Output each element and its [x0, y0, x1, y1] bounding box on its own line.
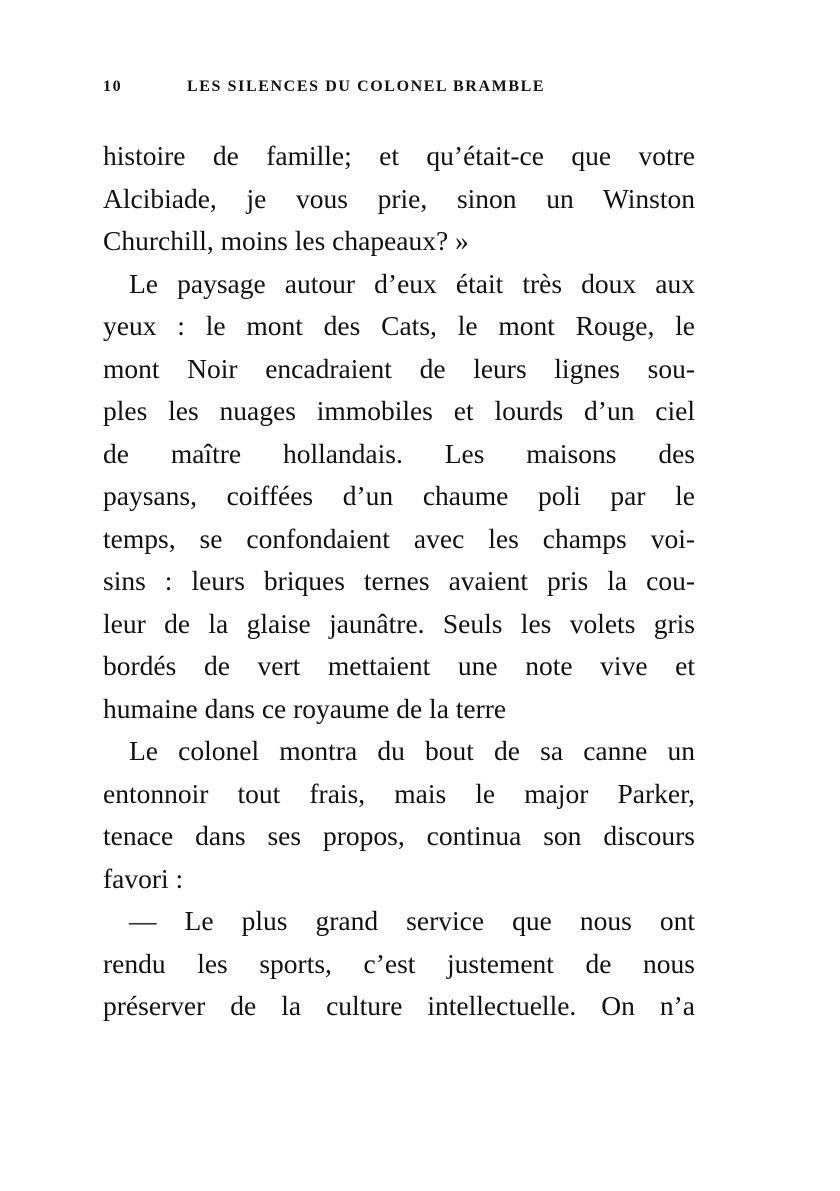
- body-text: [103, 135, 695, 1028]
- text-line: de maître hollandais. Les maisons des: [103, 437, 695, 469]
- text-line: temps, se confondaient avec les champs voi-: [103, 522, 695, 554]
- text-line: ples les nuages immobiles et lourds d’un ciel: [103, 395, 695, 426]
- text-line: rendu les sports, c’est justement de nous: [103, 947, 695, 979]
- text-line: sins : leurs briques ternes avaient pris la cou-: [103, 565, 695, 596]
- text-line: Alcibiade, je vous prie, sinon un Winston: [103, 182, 695, 214]
- text-line: entonnoir tout frais, mais le major Parker,: [103, 777, 695, 809]
- text-line: Churchill, moins les chapeaux? »: [103, 225, 469, 256]
- text-line: paysans, coiffées d’un chaume poli par le: [103, 480, 695, 511]
- text-line: tenace dans ses propos, continua son discours: [103, 820, 695, 851]
- text-line: mont Noir encadraient de leurs lignes sou-: [103, 352, 695, 384]
- page-number: 10: [103, 78, 123, 95]
- text-line: humaine dans ce royaume de la terre: [103, 692, 507, 724]
- text-line: bordés de vert mettaient une note vive et: [103, 650, 695, 681]
- text-line: préserver de la culture intellectuelle. On n’a: [103, 990, 695, 1021]
- running-head: [103, 78, 703, 102]
- running-title: LES SILENCES DU COLONEL BRAMBLE: [187, 78, 546, 95]
- text-line: yeux : le mont des Cats, le mont Rouge, le: [103, 310, 695, 341]
- paragraph-start-line: Le paysage autour d’eux était très doux aux: [129, 267, 695, 299]
- text-line: favori :: [103, 862, 184, 894]
- text-line: leur de la glaise jaunâtre. Seuls les volets gris: [103, 607, 695, 639]
- paragraph-start-line: Le colonel montra du bout de sa canne un: [129, 735, 695, 766]
- paragraph-start-line: — Le plus grand service que nous ont: [129, 905, 695, 936]
- text-line: histoire de famille; et qu’était-ce que votre: [103, 140, 695, 171]
